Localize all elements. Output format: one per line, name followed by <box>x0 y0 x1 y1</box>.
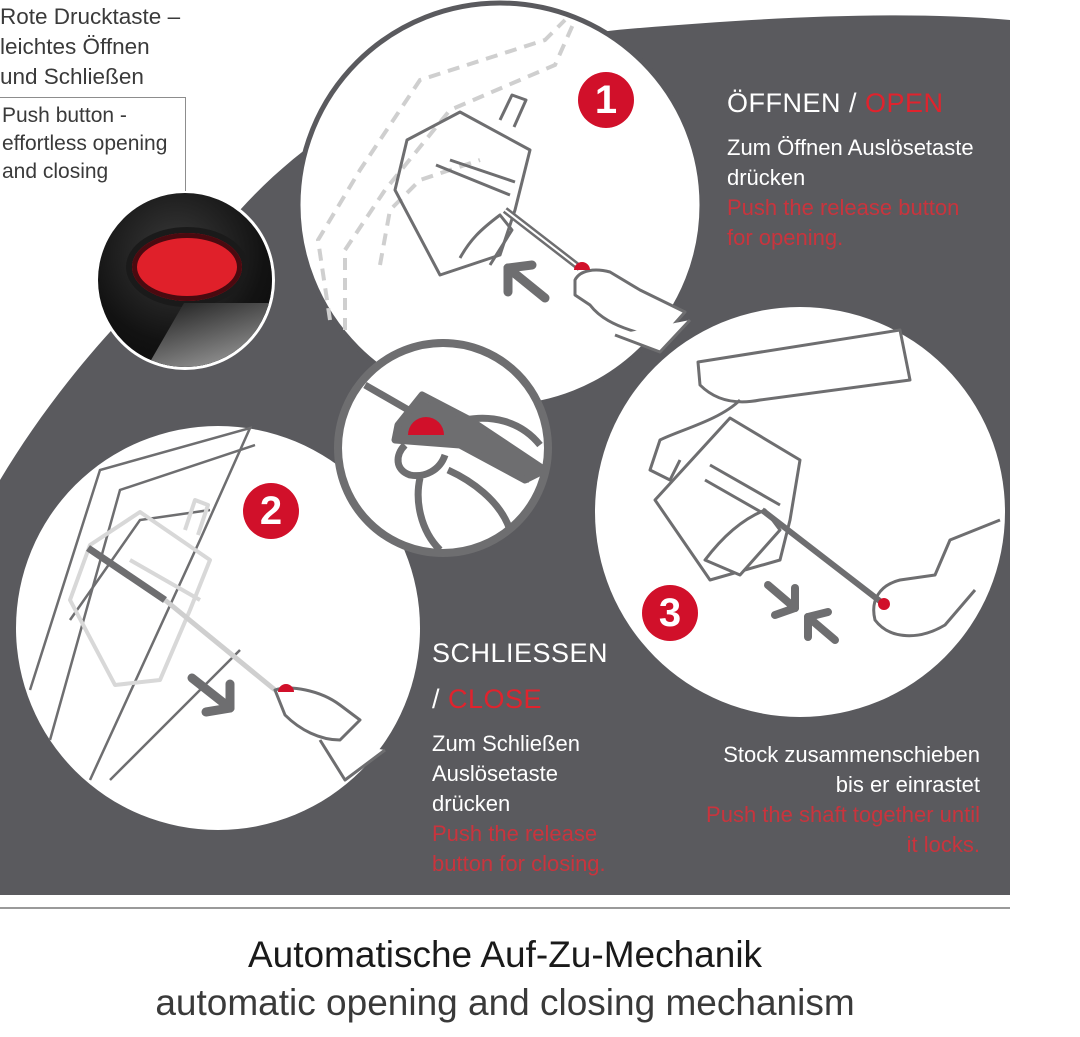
push-button-photo <box>98 193 272 367</box>
step3-illustration <box>595 307 1005 717</box>
step3-body-en-line: Push the shaft together until <box>706 802 980 827</box>
side-note-en-line: effortless opening <box>2 132 168 155</box>
step2-heading-en-line <box>432 684 542 715</box>
step1-body-de <box>727 133 974 193</box>
step1-body-en-line: Push the release button <box>727 195 960 220</box>
side-note-de <box>0 2 180 92</box>
step2-body-de-line: Auslösetaste <box>432 761 558 786</box>
red-button-glyph <box>132 233 242 301</box>
side-note-de-line: Rote Drucktaste – <box>0 4 181 29</box>
step1-heading-en: OPEN <box>865 88 944 118</box>
button-zoom-illustration <box>338 343 548 553</box>
step2-body-de-line: Zum Schließen <box>432 731 580 756</box>
step3-body-en <box>706 800 980 860</box>
side-note-en-line: Push button - <box>2 104 127 127</box>
step1-heading <box>727 88 944 119</box>
step2-body-en-line: button for closing. <box>432 851 606 876</box>
heading-separator: / <box>432 684 449 714</box>
step2-heading-de: SCHLIESSEN <box>432 638 609 668</box>
step3-number-badge: 3 <box>642 585 698 641</box>
step1-body-en-line: for opening. <box>727 225 844 250</box>
step2-heading-en: CLOSE <box>448 684 543 714</box>
step1-number-badge: 1 <box>578 72 634 128</box>
step3-body-de <box>723 740 980 800</box>
side-note-en <box>2 102 167 186</box>
step2-body-de <box>432 729 580 819</box>
side-note-de-line: und Schließen <box>0 64 144 89</box>
handle-highlight <box>132 303 272 367</box>
step1-body-de-line: Zum Öffnen Auslösetaste <box>727 135 974 160</box>
step3-body-de-line: Stock zusammenschieben <box>723 742 980 767</box>
step1-illustration <box>298 3 702 407</box>
step2-body-en <box>432 819 606 879</box>
step1-heading-de: ÖFFNEN <box>727 88 841 118</box>
step3-body-de-line: bis er einrastet <box>835 772 980 797</box>
step2-body-en-line: Push the release <box>432 821 598 846</box>
heading-separator: / <box>841 88 866 118</box>
step2-body-de-line: drücken <box>432 791 511 816</box>
side-note-de-line: leichtes Öffnen <box>0 34 150 59</box>
footer-title-de: Automatische Auf-Zu-Mechanik <box>247 934 763 975</box>
side-note-en-line: and closing <box>2 160 109 183</box>
step1-body-en <box>727 193 959 253</box>
step3-body-en-line: it locks. <box>906 832 980 857</box>
footer-title-en: automatic opening and closing mechanism <box>155 982 855 1023</box>
step1-body-de-line: drücken <box>727 165 806 190</box>
step2-number-badge: 2 <box>243 483 299 539</box>
